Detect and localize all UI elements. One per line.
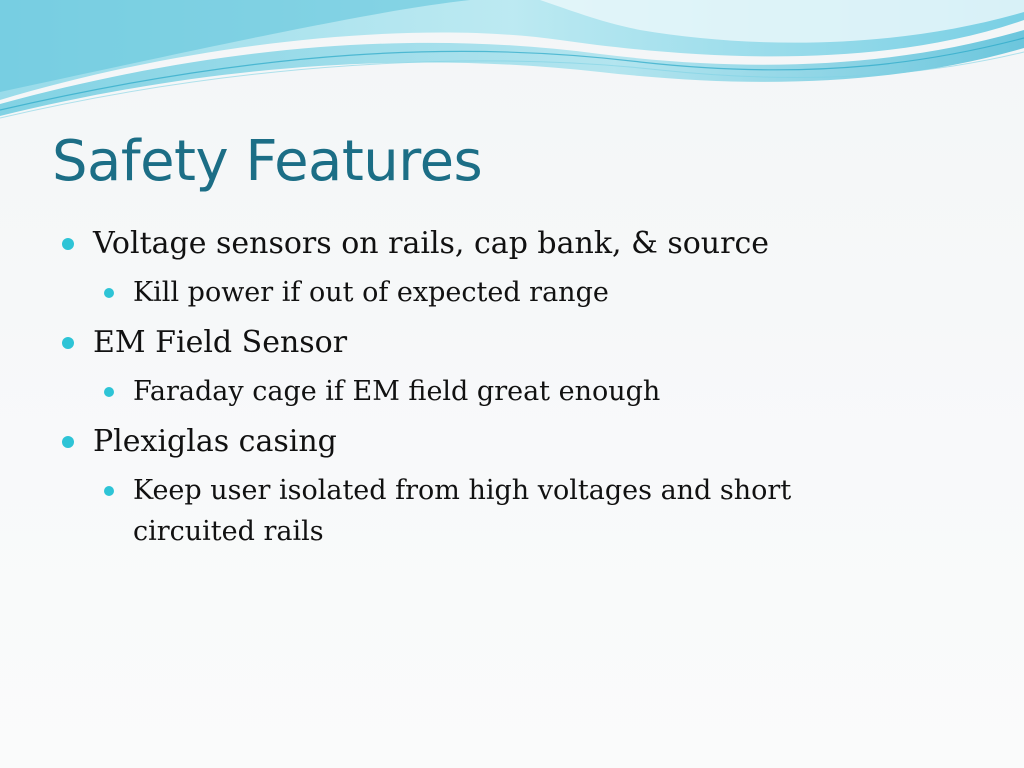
bullet-item bbox=[62, 222, 962, 266]
bullet-dot-icon bbox=[62, 238, 74, 250]
sub-bullet-item bbox=[104, 371, 853, 412]
sub-bullet-text: Kill power if out of expected range bbox=[133, 277, 609, 308]
bullet-text: Voltage sensors on rails, cap bank, & source bbox=[93, 226, 770, 261]
sub-bullet-text: Keep user isolated from high voltages and short circuited rails bbox=[133, 475, 792, 547]
bullet-dot-icon bbox=[62, 436, 74, 448]
bullet-text: Plexiglas casing bbox=[93, 424, 337, 459]
sub-bullet-item bbox=[104, 272, 853, 313]
slide-title: Safety Features bbox=[52, 129, 483, 194]
sub-bullet-item bbox=[104, 470, 853, 552]
bullet-text: EM Field Sensor bbox=[93, 325, 348, 360]
bullet-item bbox=[62, 321, 962, 365]
bullet-dot-icon bbox=[104, 486, 114, 496]
wave-banner-decoration bbox=[0, 0, 1024, 130]
bullet-list bbox=[62, 222, 962, 560]
bullet-dot-icon bbox=[62, 337, 74, 349]
bullet-dot-icon bbox=[104, 288, 114, 298]
bullet-dot-icon bbox=[104, 387, 114, 397]
bullet-item bbox=[62, 420, 962, 464]
sub-bullet-text: Faraday cage if EM field great enough bbox=[133, 376, 661, 407]
